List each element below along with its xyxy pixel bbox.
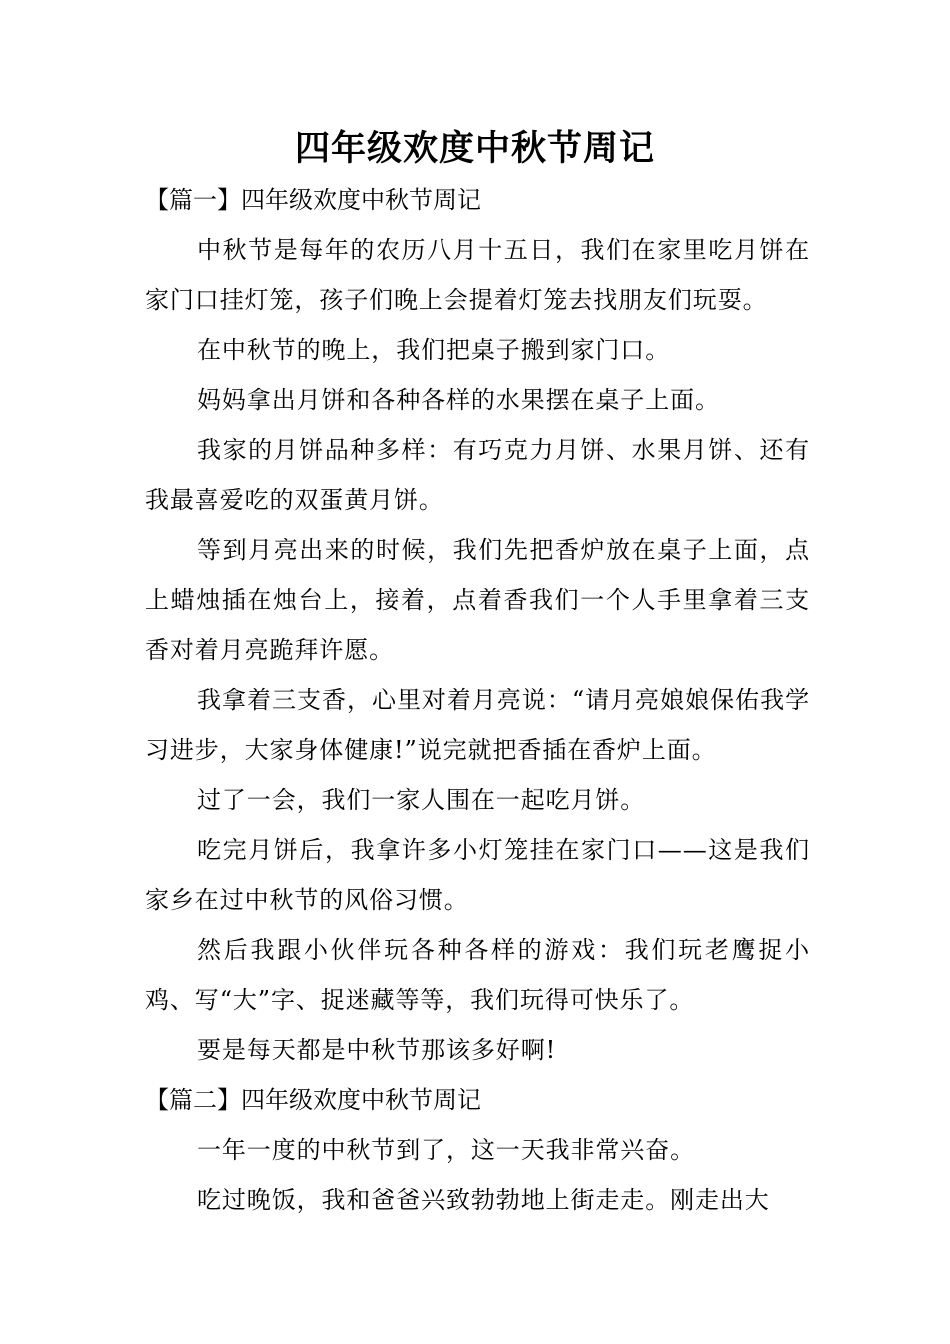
document-body: [145, 175, 810, 1225]
paragraph: 一年一度的中秋节到了，这一天我非常兴奋。: [197, 1136, 695, 1164]
document-title: 四年级欢度中秋节周记: [294, 128, 655, 169]
paragraph: 吃完月饼后，我拿许多小灯笼挂在家门口——这是我们家乡在过中秋节的风俗习惯。: [145, 836, 810, 914]
paragraph: 要是每天都是中秋节那该多好啊!: [197, 1036, 557, 1064]
paragraph: 在中秋节的晚上，我们把桌子搬到家门口。: [197, 336, 671, 364]
paragraph: 过了一会，我们一家人围在一起吃月饼。: [197, 786, 646, 814]
section-heading-1: 【篇一】四年级欢度中秋节周记: [145, 186, 481, 214]
paragraph: 妈妈拿出月饼和各种各样的水果摆在桌子上面。: [197, 386, 720, 414]
paragraph: 吃过晚饭，我和爸爸兴致勃勃地上街走走。刚走出大: [197, 1186, 770, 1214]
paragraph: 我家的月饼品种多样：有巧克力月饼、水果月饼、还有我最喜爱吃的双蛋黄月饼。: [145, 436, 810, 514]
paragraph: 等到月亮出来的时候，我们先把香炉放在桌子上面，点上蜡烛插在烛台上，接着，点着香我们一个人手里拿着三支香对着月亮跪拜许愿。: [145, 536, 810, 664]
paragraph: 然后我跟小伙伴玩各种各样的游戏：我们玩老鹰捉小鸡、写“大”字、捉迷藏等等，我们玩得可快乐了。: [145, 936, 810, 1014]
paragraph: 我拿着三支香，心里对着月亮说：“请月亮娘娘保佑我学习进步，大家身体健康!”说完就把香插在香炉上面。: [145, 686, 810, 764]
section-heading-2: 【篇二】四年级欢度中秋节周记: [145, 1086, 481, 1114]
paragraph: 中秋节是每年的农历八月十五日，我们在家里吃月饼在家门口挂灯笼，孩子们晚上会提着灯笼去找朋友们玩耍。: [145, 236, 810, 314]
